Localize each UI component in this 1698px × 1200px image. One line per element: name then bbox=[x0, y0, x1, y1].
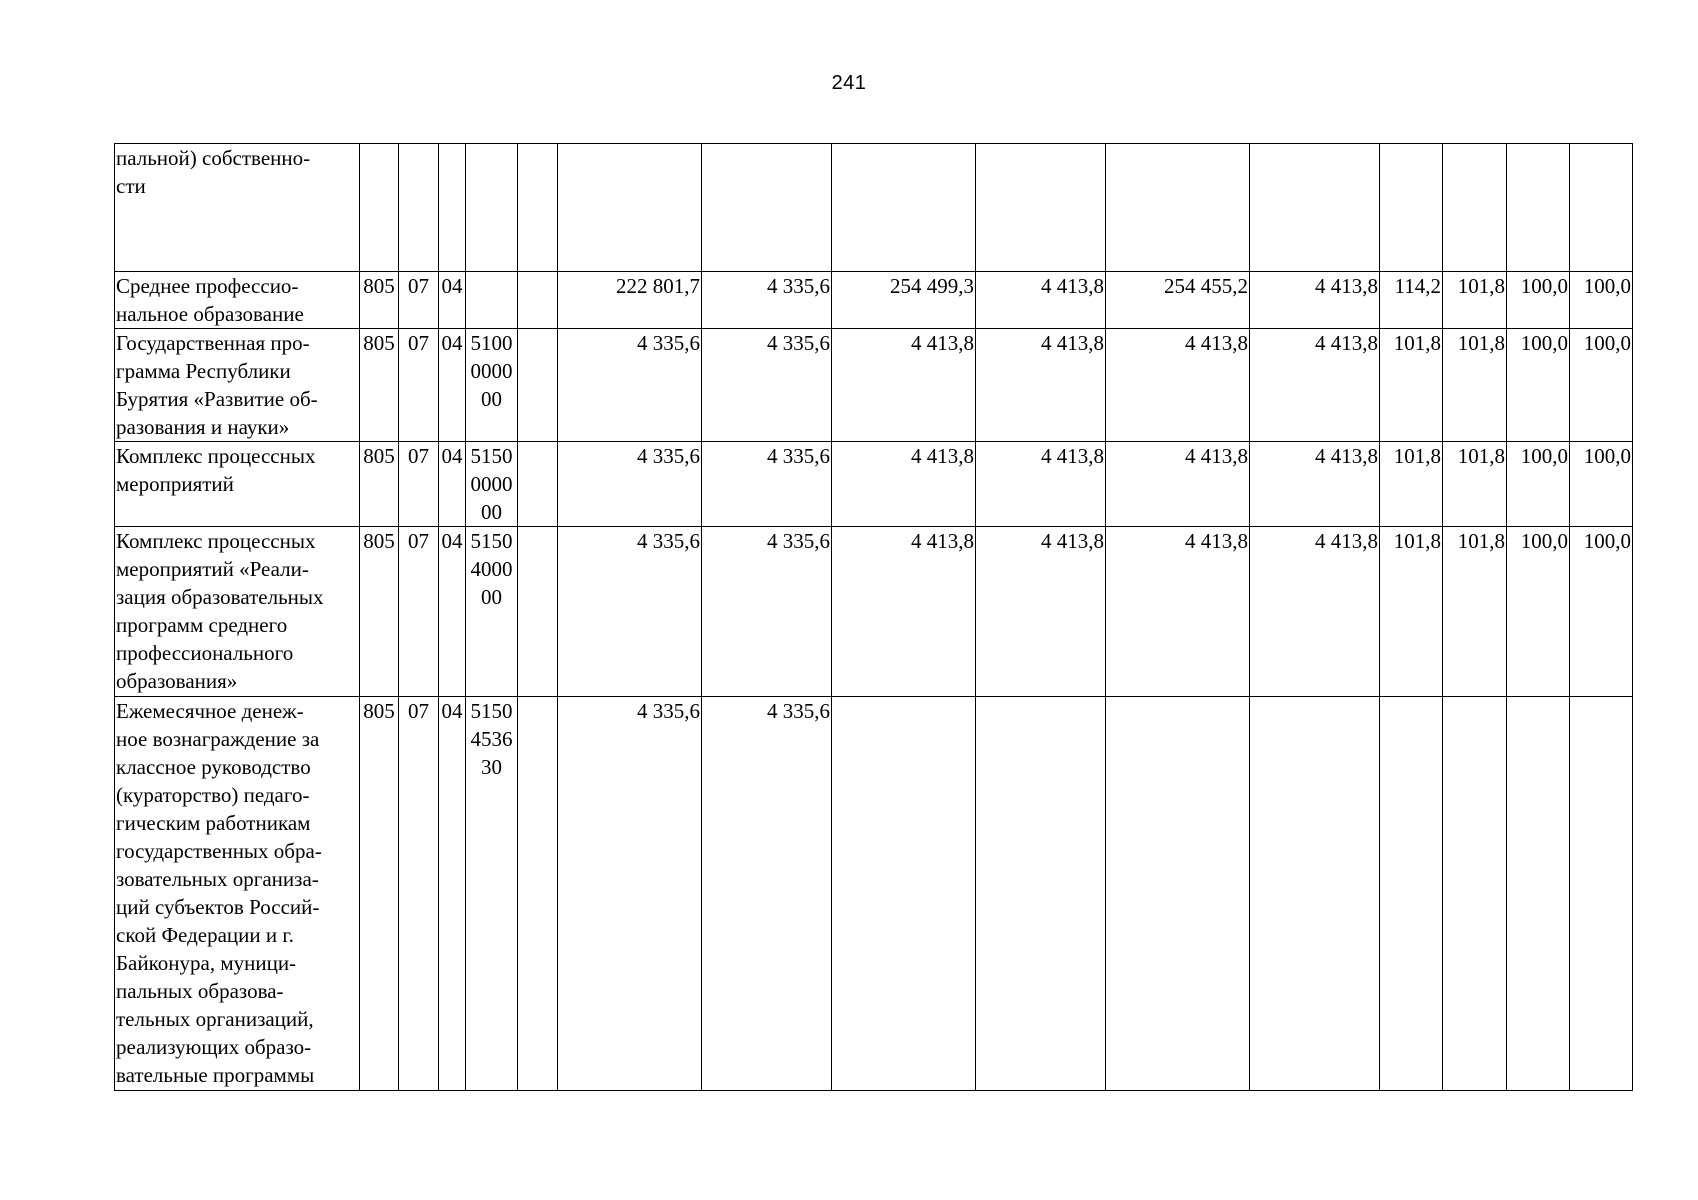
value-cell: 101,8 bbox=[1380, 442, 1443, 527]
pr-cell: 04 bbox=[439, 272, 466, 329]
value-cell bbox=[1380, 697, 1443, 1091]
ved-cell: 805 bbox=[360, 697, 399, 1091]
value-cell: 4 413,8 bbox=[1106, 329, 1250, 442]
csr-cell bbox=[466, 697, 518, 1091]
ved-cell bbox=[360, 144, 399, 272]
csr-line: 0000 bbox=[470, 359, 513, 383]
row-name-line: мероприятий «Реали- bbox=[116, 557, 309, 581]
row-name-line: Среднее профессио- bbox=[116, 274, 299, 298]
value-cell: 100,0 bbox=[1570, 442, 1633, 527]
value-cell: 222 801,7 bbox=[558, 272, 702, 329]
table-row bbox=[115, 144, 1633, 272]
row-name-cell bbox=[115, 272, 360, 329]
pr-cell bbox=[439, 144, 466, 272]
row-name-cell bbox=[115, 527, 360, 697]
value-cell: 4 335,6 bbox=[702, 442, 832, 527]
pr-cell: 04 bbox=[439, 697, 466, 1091]
row-name-line: разования и науки» bbox=[116, 415, 290, 439]
row-name-line: сти bbox=[116, 174, 146, 198]
table-row bbox=[115, 329, 1633, 442]
value-cell bbox=[1250, 144, 1380, 272]
value-cell: 100,0 bbox=[1507, 442, 1570, 527]
rz-cell: 07 bbox=[399, 527, 439, 697]
value-cell bbox=[1570, 697, 1633, 1091]
rz-cell: 07 bbox=[399, 697, 439, 1091]
value-cell: 100,0 bbox=[1570, 329, 1633, 442]
row-name-line: грамма Республики bbox=[116, 359, 291, 383]
csr-line: 4000 bbox=[470, 557, 513, 581]
value-cell: 4 413,8 bbox=[976, 329, 1106, 442]
value-cell bbox=[1570, 144, 1633, 272]
ved-cell: 805 bbox=[360, 527, 399, 697]
row-name-line: реализующих образо- bbox=[116, 1035, 312, 1059]
value-cell bbox=[1507, 697, 1570, 1091]
value-cell: 4 413,8 bbox=[976, 272, 1106, 329]
table-row bbox=[115, 442, 1633, 527]
vr-cell bbox=[518, 272, 558, 329]
row-name-cell bbox=[115, 442, 360, 527]
value-cell: 4 413,8 bbox=[832, 442, 976, 527]
value-cell: 254 455,2 bbox=[1106, 272, 1250, 329]
csr-cell bbox=[466, 442, 518, 527]
value-cell bbox=[1443, 144, 1507, 272]
row-name-line: вательные программы bbox=[116, 1063, 315, 1087]
row-name-line: пальных образова- bbox=[116, 979, 284, 1003]
value-cell: 4 413,8 bbox=[1106, 442, 1250, 527]
table-row bbox=[115, 697, 1633, 1091]
row-name-line: программ среднего bbox=[116, 613, 288, 637]
row-name-line: Комплекс процессных bbox=[116, 444, 316, 468]
value-cell bbox=[702, 144, 832, 272]
value-cell: 101,8 bbox=[1443, 272, 1507, 329]
value-cell: 101,8 bbox=[1380, 329, 1443, 442]
value-cell: 4 335,6 bbox=[702, 527, 832, 697]
value-cell: 4 413,8 bbox=[976, 527, 1106, 697]
row-name-line: профессионального bbox=[116, 641, 294, 665]
value-cell: 100,0 bbox=[1507, 272, 1570, 329]
ved-cell: 805 bbox=[360, 329, 399, 442]
row-name-line: Государственная про- bbox=[116, 331, 310, 355]
row-name-line: Комплекс процессных bbox=[116, 529, 316, 553]
pr-cell: 04 bbox=[439, 329, 466, 442]
row-name-cell bbox=[115, 697, 360, 1091]
budget-table bbox=[114, 143, 1633, 1091]
rz-cell: 07 bbox=[399, 442, 439, 527]
row-name-line: зовательных организа- bbox=[116, 867, 319, 891]
row-name-line: государственных обра- bbox=[116, 839, 322, 863]
pr-cell: 04 bbox=[439, 527, 466, 697]
value-cell: 100,0 bbox=[1570, 527, 1633, 697]
ved-cell: 805 bbox=[360, 272, 399, 329]
csr-line: 5100 bbox=[470, 331, 513, 355]
row-name-line: Ежемесячное денеж- bbox=[116, 699, 304, 723]
ved-cell: 805 bbox=[360, 442, 399, 527]
vr-cell bbox=[518, 697, 558, 1091]
table-row bbox=[115, 527, 1633, 697]
value-cell: 100,0 bbox=[1570, 272, 1633, 329]
row-name-line: гическим работникам bbox=[116, 811, 311, 835]
row-name-line: ное вознаграждение за bbox=[116, 727, 320, 751]
value-cell: 4 335,6 bbox=[558, 697, 702, 1091]
rz-cell bbox=[399, 144, 439, 272]
value-cell: 4 335,6 bbox=[558, 329, 702, 442]
value-cell: 4 413,8 bbox=[976, 442, 1106, 527]
value-cell: 100,0 bbox=[1507, 329, 1570, 442]
rz-cell: 07 bbox=[399, 329, 439, 442]
value-cell: 4 335,6 bbox=[558, 527, 702, 697]
value-cell bbox=[1106, 144, 1250, 272]
pr-cell: 04 bbox=[439, 442, 466, 527]
csr-cell bbox=[466, 527, 518, 697]
value-cell bbox=[1380, 144, 1443, 272]
value-cell bbox=[832, 144, 976, 272]
vr-cell bbox=[518, 442, 558, 527]
rz-cell: 07 bbox=[399, 272, 439, 329]
csr-line: 0000 bbox=[470, 472, 513, 496]
row-name-line: классное руководство bbox=[116, 755, 311, 779]
row-name-line: Байконура, муници- bbox=[116, 951, 297, 975]
page-number: 241 bbox=[831, 72, 867, 94]
value-cell: 101,8 bbox=[1443, 329, 1507, 442]
row-name-line: Бурятия «Развитие об- bbox=[116, 387, 318, 411]
csr-line: 5150 bbox=[470, 699, 513, 723]
value-cell: 4 335,6 bbox=[558, 442, 702, 527]
vr-cell bbox=[518, 144, 558, 272]
row-name-line: ской Федерации и г. bbox=[116, 923, 294, 947]
csr-cell bbox=[466, 144, 518, 272]
value-cell: 4 413,8 bbox=[1106, 527, 1250, 697]
row-name-cell bbox=[115, 329, 360, 442]
row-name-line: зация образовательных bbox=[116, 585, 324, 609]
csr-line: 5150 bbox=[470, 529, 513, 553]
vr-cell bbox=[518, 329, 558, 442]
value-cell bbox=[1106, 697, 1250, 1091]
value-cell bbox=[976, 697, 1106, 1091]
row-name-line: нальное образование bbox=[116, 302, 304, 326]
csr-line: 00 bbox=[481, 500, 502, 524]
vr-cell bbox=[518, 527, 558, 697]
value-cell: 4 413,8 bbox=[832, 527, 976, 697]
value-cell: 4 413,8 bbox=[1250, 442, 1380, 527]
value-cell: 101,8 bbox=[1380, 527, 1443, 697]
value-cell: 4 413,8 bbox=[1250, 329, 1380, 442]
csr-line: 5150 bbox=[470, 444, 513, 468]
row-name-line: тельных организаций, bbox=[116, 1007, 314, 1031]
value-cell: 4 413,8 bbox=[1250, 272, 1380, 329]
row-name-cell bbox=[115, 144, 360, 272]
value-cell: 4 413,8 bbox=[832, 329, 976, 442]
row-name-line: мероприятий bbox=[116, 472, 234, 496]
row-name-line: (кураторство) педаго- bbox=[116, 783, 310, 807]
value-cell: 4 335,6 bbox=[702, 329, 832, 442]
value-cell bbox=[1443, 697, 1507, 1091]
value-cell: 4 335,6 bbox=[702, 272, 832, 329]
value-cell: 100,0 bbox=[1507, 527, 1570, 697]
row-name-line: пальной) собственно- bbox=[116, 146, 311, 170]
value-cell bbox=[558, 144, 702, 272]
value-cell: 4 413,8 bbox=[1250, 527, 1380, 697]
value-cell: 101,8 bbox=[1443, 442, 1507, 527]
value-cell bbox=[1507, 144, 1570, 272]
value-cell bbox=[1250, 697, 1380, 1091]
table-row bbox=[115, 272, 1633, 329]
value-cell: 101,8 bbox=[1443, 527, 1507, 697]
value-cell: 254 499,3 bbox=[832, 272, 976, 329]
csr-line: 4536 bbox=[470, 727, 513, 751]
csr-cell bbox=[466, 272, 518, 329]
row-name-line: ций субъектов Россий- bbox=[116, 895, 320, 919]
csr-line: 00 bbox=[481, 585, 502, 609]
csr-line: 30 bbox=[481, 755, 502, 779]
row-name-line: образования» bbox=[116, 669, 238, 693]
csr-line: 00 bbox=[481, 387, 502, 411]
value-cell: 4 335,6 bbox=[702, 697, 832, 1091]
csr-cell bbox=[466, 329, 518, 442]
value-cell: 114,2 bbox=[1380, 272, 1443, 329]
value-cell bbox=[976, 144, 1106, 272]
value-cell bbox=[832, 697, 976, 1091]
